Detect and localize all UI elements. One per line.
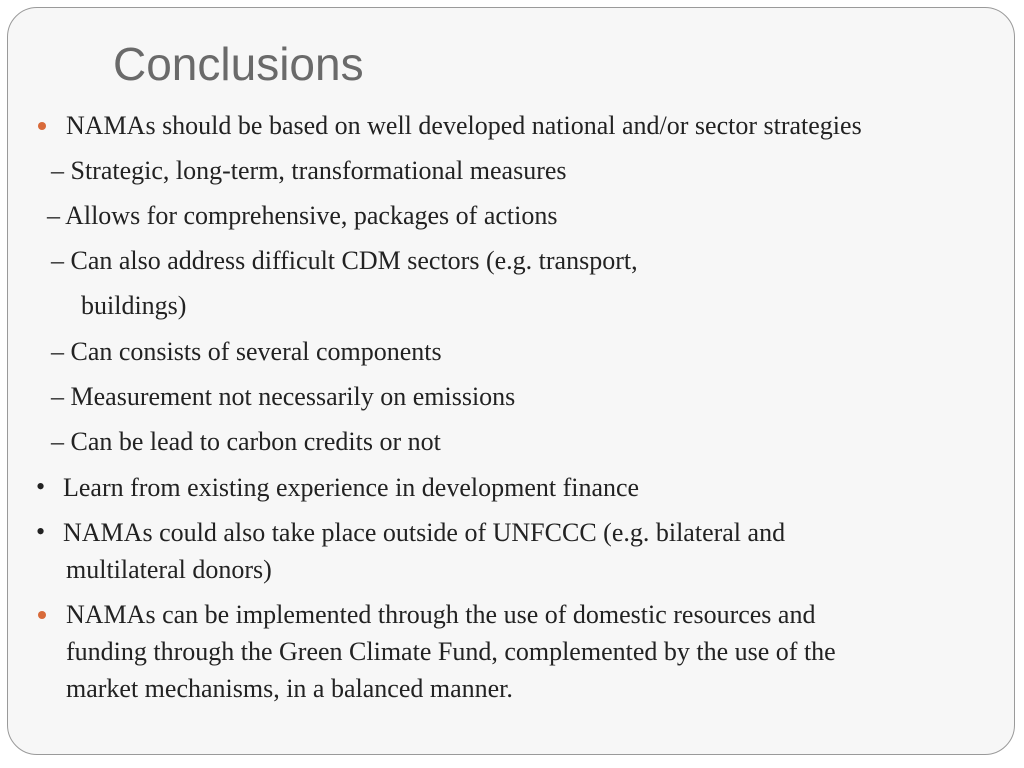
sub-bullet-continuation: buildings) xyxy=(81,291,187,320)
bullet-text: Learn from existing experience in development finance xyxy=(63,473,640,502)
bullet-point-icon: • xyxy=(36,517,46,546)
sub-bullet-text: – Measurement not necessarily on emissions xyxy=(51,382,516,411)
bullet-dot-icon xyxy=(38,122,46,130)
sub-bullet-text: – Can consists of several components xyxy=(51,337,442,366)
sub-bullet-text: – Can also address difficult CDM sectors (e.g. transport, xyxy=(51,246,638,275)
bullet-continuation: multilateral donors) xyxy=(66,555,272,584)
bullet-point-icon: • xyxy=(36,472,46,501)
sub-bullet-text: – Can be lead to carbon credits or not xyxy=(51,427,441,456)
sub-bullet-text: – Strategic, long-term, transformational measures xyxy=(51,156,567,185)
bullet-text: NAMAs could also take place outside of UNFCCC (e.g. bilateral and xyxy=(63,518,786,547)
slide-title: Conclusions xyxy=(113,38,364,90)
bullet-text: NAMAs can be implemented through the use of domestic resources and xyxy=(66,600,816,629)
sub-bullet-text: – Allows for comprehensive, packages of actions xyxy=(47,201,558,230)
bullet-continuation: market mechanisms, in a balanced manner. xyxy=(66,674,513,703)
bullet-continuation: funding through the Green Climate Fund, complemented by the use of the xyxy=(66,637,836,666)
bullet-dot-icon xyxy=(38,611,46,619)
bullet-text: NAMAs should be based on well developed national and/or sector strategies xyxy=(66,111,862,140)
